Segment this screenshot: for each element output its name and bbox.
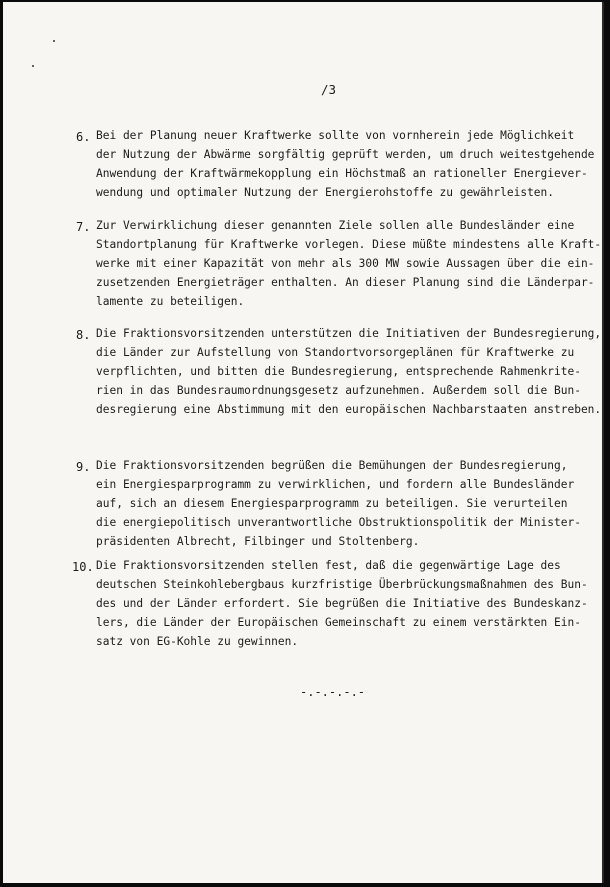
page-number: /3 [321, 82, 337, 97]
text-line: Standortplanung für Kraftwerke vorlegen. Diese müßte mindestens alle Kraft- [96, 238, 602, 251]
text-line: werke mit einer Kapazität von mehr als 300 MW sowie Aussagen über die ein- [96, 257, 595, 270]
closing-mark: -.-.-.-.- [300, 685, 366, 699]
text-line: verpflichten, und bitten die Bundesregierung, entsprechende Rahmenkrite- [96, 365, 581, 378]
text-line: des und der Länder erfordert. Sie begrüßen die Initiative des Bundeskanz- [96, 597, 588, 610]
paragraph-number: 9. [76, 460, 91, 474]
text-line: lamente zu beteiligen. [96, 295, 245, 308]
text-line: wendung und optimaler Nutzung der Energierohstoffe zu gewährleisten. [96, 186, 555, 199]
text-line: ein Energiesparprogramm zu verwirklichen, und fordern alle Bundesländer [96, 478, 575, 491]
text-line: satz von EG-Kohle zu gewinnen. [96, 635, 299, 648]
text-line: zusetzenden Energieträger enthalten. An dieser Planung sind die Länderpar- [96, 276, 595, 289]
text-line: Anwendung der Kraftwärmekopplung ein Höchstmaß an rationeller Energiever- [96, 167, 588, 180]
document-page [3, 2, 604, 883]
text-line: deutschen Steinkohlebergbaus kurzfristige Überbrückungsmaßnahmen des Bun- [96, 578, 588, 591]
scan-speck [53, 40, 55, 42]
text-line: die Länder zur Aufstellung von Standortvorsorgeplänen für Kraftwerke zu [96, 346, 575, 359]
text-line: lers, die Länder der Europäischen Gemeinschaft zu einem verstärkten Ein- [96, 616, 581, 629]
text-line: Die Fraktionsvorsitzenden stellen fest, daß die gegenwärtige Lage des [96, 559, 561, 572]
text-line: präsidenten Albrecht, Filbinger und Stoltenberg. [96, 535, 420, 548]
text-line: Zur Verwirklichung dieser genannten Ziele sollen alle Bundesländer eine [96, 219, 575, 232]
scan-speck [32, 65, 34, 67]
paragraph-number: 8. [76, 328, 91, 342]
text-line: rien in das Bundesraumordnungsgesetz aufzunehmen. Außerdem soll die Bun- [96, 384, 581, 397]
paragraph-number: 7. [76, 220, 91, 234]
paragraph-number: 10. [72, 560, 94, 574]
text-line: auf, sich an diesem Energiesparprogramm zu beteiligen. Sie verurteilen [96, 497, 568, 510]
text-line: Die Fraktionsvorsitzenden begrüßen die Bemühungen der Bundesregierung, [96, 459, 568, 472]
text-line: desregierung eine Abstimmung mit den europäischen Nachbarstaaten anstreben. [96, 403, 602, 416]
text-line: Bei der Planung neuer Kraftwerke sollte von vornherein jede Möglichkeit [96, 129, 575, 142]
text-line: der Nutzung der Abwärme sorgfältig geprüft werden, um druch weitestgehende [96, 148, 595, 161]
text-line: Die Fraktionsvorsitzenden unterstützen die Initiativen der Bundesregierung, [96, 327, 602, 340]
text-line: die energiepolitisch unverantwortliche Obstruktionspolitik der Minister- [96, 516, 581, 529]
paragraph-number: 6. [76, 130, 91, 144]
